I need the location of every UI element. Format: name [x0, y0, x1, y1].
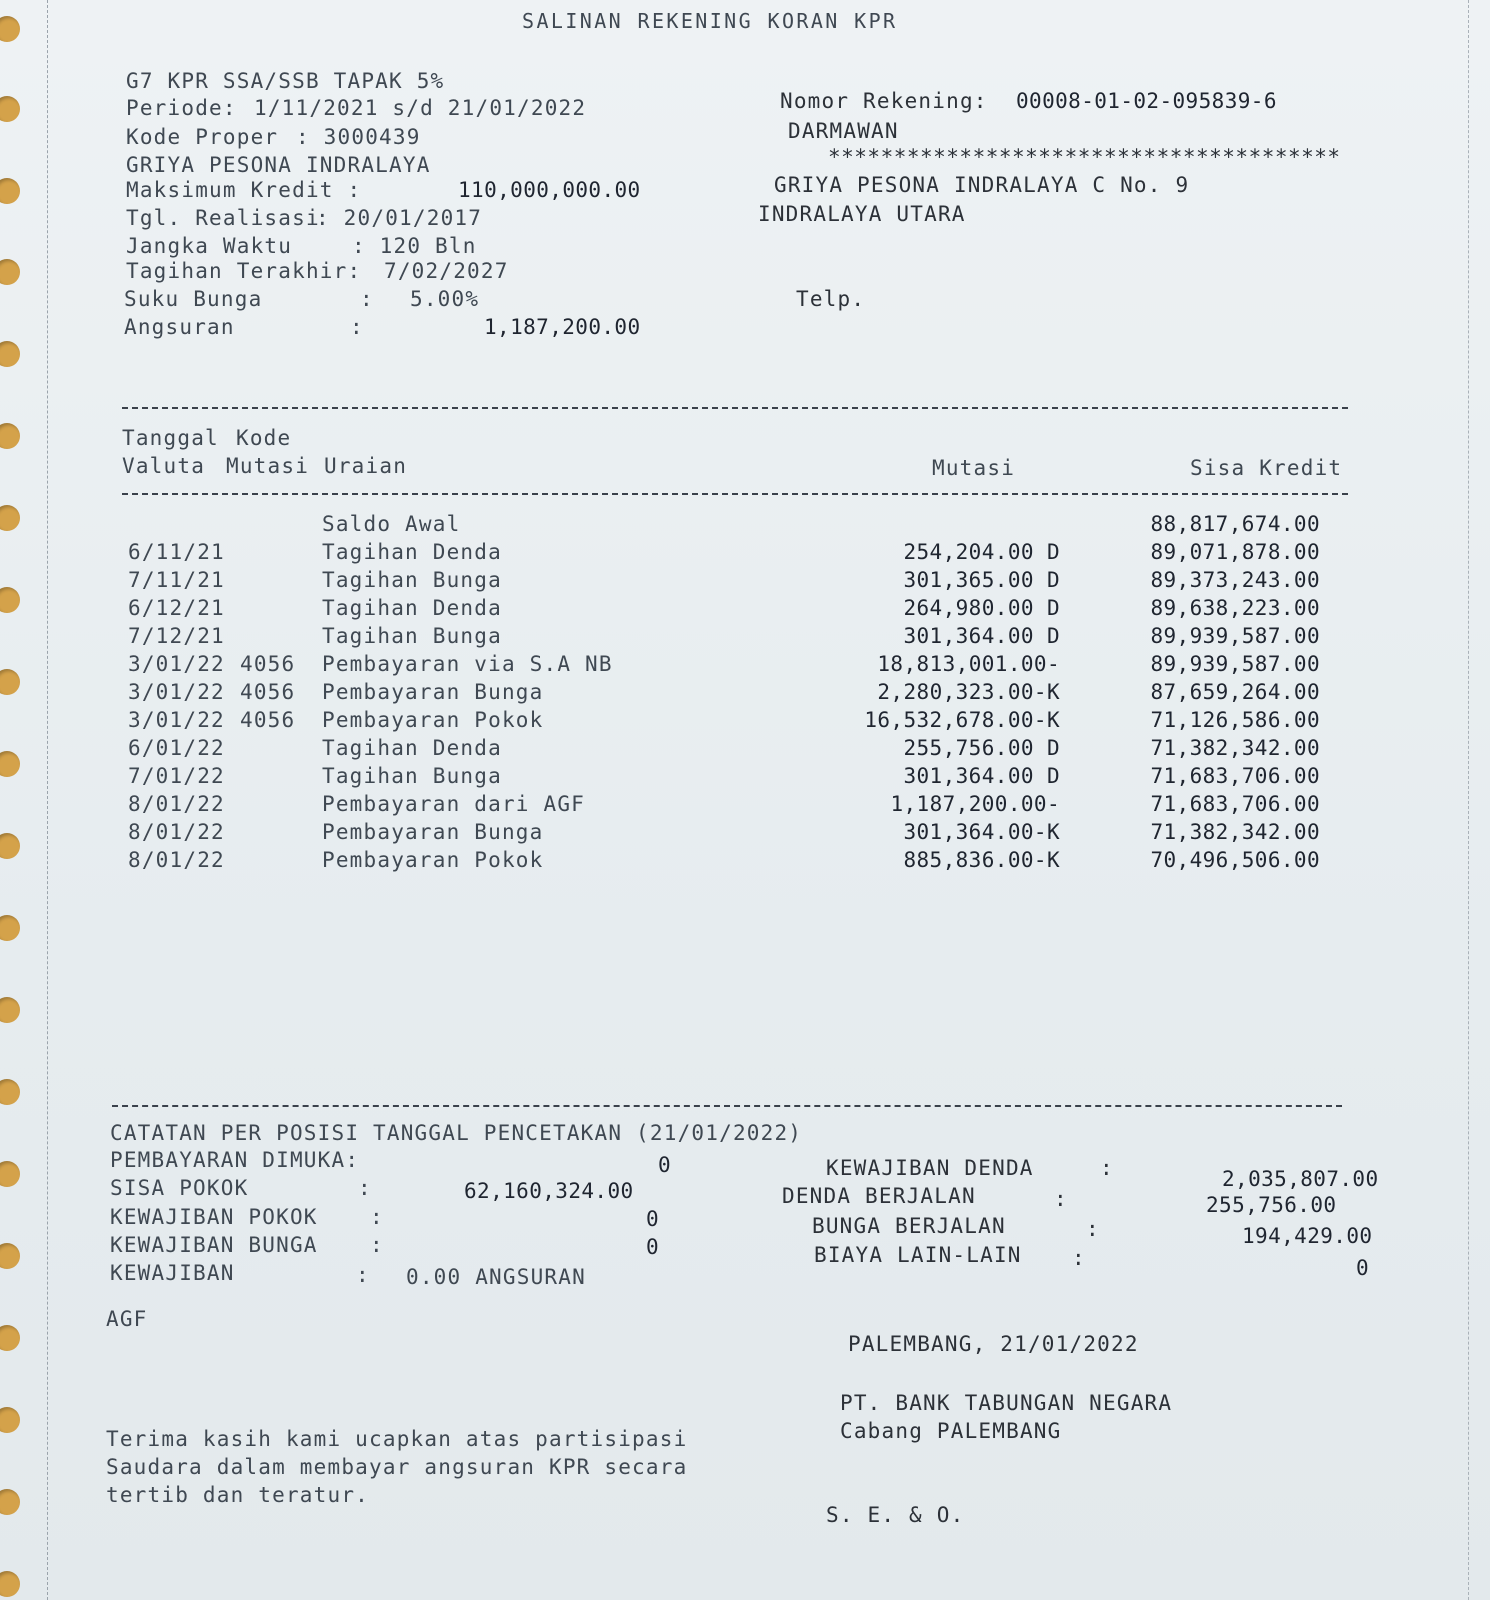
row-mutasi: 254,204.00 D — [903, 540, 1060, 564]
row-sisa-kredit: 89,638,223.00 — [1150, 596, 1320, 620]
row-mutasi: 301,364.00 D — [903, 624, 1060, 648]
row-description: Tagihan Bunga — [322, 568, 502, 592]
seo-note: S. E. & O. — [826, 1503, 965, 1527]
row-sisa-kredit: 89,373,243.00 — [1150, 568, 1320, 592]
row-mutasi: 1,187,200.00- — [890, 792, 1060, 816]
table-row — [0, 538, 1490, 566]
table-row — [0, 510, 1490, 538]
row-description: Pembayaran Pokok — [322, 708, 544, 732]
thanks-line-3: tertib dan teratur. — [106, 1483, 370, 1507]
kewajiban-denda-value: 2,035,807.00 — [1222, 1167, 1379, 1191]
feed-hole — [0, 1243, 20, 1269]
thanks-line-2: Saudara dalam membayar angsuran KPR secara — [106, 1455, 688, 1479]
kewajiban-bunga-label: KEWAJIBAN BUNGA — [110, 1233, 318, 1257]
row-sisa-kredit: 88,817,674.00 — [1150, 512, 1320, 536]
agf-label: AGF — [106, 1307, 148, 1331]
project-name: GRIYA PESONA INDRALAYA — [126, 153, 431, 177]
sisa-pokok-label: SISA POKOK — [110, 1176, 249, 1200]
feed-hole — [0, 96, 20, 122]
feed-hole — [0, 1079, 20, 1105]
row-description: Tagihan Bunga — [322, 764, 502, 788]
row-kode: 4056 — [240, 708, 296, 732]
biaya-lain-colon: : — [1072, 1246, 1086, 1270]
table-row — [0, 678, 1490, 706]
feed-hole — [0, 1325, 20, 1351]
periode-value: 1/11/2021 s/d 21/01/2022 — [254, 96, 587, 120]
tgl-realisasi-value: : 20/01/2017 — [316, 206, 483, 230]
row-date: 6/11/21 — [128, 540, 225, 564]
bunga-berjalan-value: 194,429.00 — [1242, 1224, 1373, 1248]
kewajiban-bunga-colon: : — [370, 1233, 384, 1257]
table-row — [0, 706, 1490, 734]
feed-hole — [0, 1407, 20, 1433]
table-row — [0, 734, 1490, 762]
row-date: 7/11/21 — [128, 568, 225, 592]
bunga-berjalan-label: BUNGA BERJALAN — [812, 1214, 1006, 1238]
row-mutasi: 255,756.00 D — [903, 736, 1060, 760]
nomor-rekening-label: Nomor Rekening: — [780, 89, 988, 113]
thanks-line-1: Terima kasih kami ucapkan atas partisipasi — [106, 1427, 688, 1451]
address-line-2: INDRALAYA UTARA — [758, 202, 966, 226]
row-description: Tagihan Denda — [322, 596, 502, 620]
row-mutasi: 885,836.00-K — [903, 848, 1060, 872]
header-uraian: Uraian — [324, 454, 408, 478]
row-date: 3/01/22 — [128, 708, 225, 732]
kewajiban-denda-label: KEWAJIBAN DENDA — [826, 1156, 1034, 1180]
row-sisa-kredit: 71,382,342.00 — [1150, 736, 1320, 760]
address-line-1: GRIYA PESONA INDRALAYA C No. 9 — [774, 173, 1190, 197]
maks-kredit-label: Maksimum Kredit : — [126, 178, 362, 202]
table-row — [0, 622, 1490, 650]
bank-name: PT. BANK TABUNGAN NEGARA — [840, 1391, 1173, 1415]
row-mutasi: 2,280,323.00-K — [877, 680, 1060, 704]
row-date: 3/01/22 — [128, 652, 225, 676]
jangka-waktu-value: : 120 Bln — [352, 234, 477, 258]
header-sisa-kredit: Sisa Kredit — [1190, 456, 1343, 480]
feed-hole — [0, 997, 20, 1023]
branch-name: Cabang PALEMBANG — [840, 1419, 1062, 1443]
table-row — [0, 594, 1490, 622]
table-row — [0, 762, 1490, 790]
denda-berjalan-colon: : — [1054, 1187, 1068, 1211]
feed-hole — [0, 341, 20, 367]
row-sisa-kredit: 71,126,586.00 — [1150, 708, 1320, 732]
summary-divider — [112, 1105, 1342, 1107]
angsuran-value: 1,187,200.00 — [484, 315, 641, 339]
row-mutasi: 301,364.00-K — [903, 820, 1060, 844]
sisa-pokok-value: 62,160,324.00 — [464, 1179, 634, 1203]
summary-heading: CATATAN PER POSISI TANGGAL PENCETAKAN (21/01/2022) — [110, 1121, 803, 1145]
kode-proper-label: Kode Proper — [126, 125, 279, 149]
feed-hole — [0, 1571, 20, 1597]
table-header-divider — [122, 493, 1348, 495]
periode-label: Periode: — [126, 96, 237, 120]
telp-label: Telp. — [796, 287, 866, 311]
row-description: Pembayaran dari AGF — [322, 792, 586, 816]
header-mutasi: Mutasi — [932, 456, 1016, 480]
jangka-waktu-label: Jangka Waktu — [126, 234, 293, 258]
row-kode: 4056 — [240, 652, 296, 676]
sisa-pokok-colon: : — [358, 1176, 372, 1200]
row-description: Tagihan Bunga — [322, 624, 502, 648]
row-mutasi: 18,813,001.00- — [877, 652, 1060, 676]
row-sisa-kredit: 87,659,264.00 — [1150, 680, 1320, 704]
suku-bunga-value: 5.00% — [410, 287, 480, 311]
feed-hole — [0, 1489, 20, 1515]
row-mutasi: 301,365.00 D — [903, 568, 1060, 592]
kewajiban-pokok-colon: : — [370, 1205, 384, 1229]
row-description: Tagihan Denda — [322, 736, 502, 760]
table-top-divider — [122, 407, 1348, 409]
angsuran-label: Angsuran — [124, 315, 235, 339]
row-sisa-kredit: 70,496,506.00 — [1150, 848, 1320, 872]
row-sisa-kredit: 71,683,706.00 — [1150, 764, 1320, 788]
feed-hole — [0, 423, 20, 449]
feed-hole — [0, 915, 20, 941]
kewajiban-pokok-label: KEWAJIBAN POKOK — [110, 1205, 318, 1229]
bunga-berjalan-colon: : — [1086, 1217, 1100, 1241]
feed-hole — [0, 259, 20, 285]
table-row — [0, 818, 1490, 846]
kewajiban-bunga-value: 0 — [646, 1235, 660, 1259]
kewajiban-pokok-value: 0 — [646, 1207, 660, 1231]
tgl-realisasi-label: Tgl. Realisasi — [126, 206, 320, 230]
account-holder-name: DARMAWAN — [788, 119, 899, 143]
maks-kredit-value: 110,000,000.00 — [458, 178, 641, 202]
row-mutasi: 16,532,678.00-K — [864, 708, 1060, 732]
row-date: 8/01/22 — [128, 820, 225, 844]
row-sisa-kredit: 89,939,587.00 — [1150, 652, 1320, 676]
pembayaran-dimuka-value: 0 — [658, 1153, 672, 1177]
nomor-rekening-value: 00008-01-02-095839-6 — [1016, 89, 1277, 113]
row-sisa-kredit: 71,683,706.00 — [1150, 792, 1320, 816]
header-mutasi-code: Mutasi — [226, 454, 310, 478]
suku-bunga-label: Suku Bunga — [124, 287, 263, 311]
row-date: 7/01/22 — [128, 764, 225, 788]
row-date: 8/01/22 — [128, 848, 225, 872]
row-description: Saldo Awal — [322, 512, 461, 536]
row-date: 6/12/21 — [128, 596, 225, 620]
row-description: Pembayaran via S.A NB — [322, 652, 613, 676]
kode-proper-value: : 3000439 — [296, 125, 421, 149]
product-name: G7 KPR SSA/SSB TAPAK 5% — [126, 69, 445, 93]
feed-hole — [0, 178, 20, 204]
kewajiban-label: KEWAJIBAN — [110, 1261, 235, 1285]
row-description: Pembayaran Pokok — [322, 848, 544, 872]
tagihan-terakhir-label: Tagihan Terakhir: — [126, 259, 362, 283]
table-row — [0, 566, 1490, 594]
feed-hole — [0, 1161, 20, 1187]
suku-bunga-colon: : — [360, 287, 374, 311]
row-date: 7/12/21 — [128, 624, 225, 648]
denda-berjalan-label: DENDA BERJALAN — [782, 1184, 976, 1208]
row-date: 6/01/22 — [128, 736, 225, 760]
denda-berjalan-value: 255,756.00 — [1206, 1193, 1337, 1217]
tagihan-terakhir-value: 7/02/2027 — [384, 259, 509, 283]
masked-field: *************************************** — [828, 145, 1341, 169]
angsuran-colon: : — [350, 315, 364, 339]
row-mutasi: 301,364.00 D — [903, 764, 1060, 788]
biaya-lain-label: BIAYA LAIN-LAIN — [814, 1243, 1022, 1267]
table-row — [0, 790, 1490, 818]
biaya-lain-value: 0 — [1356, 1256, 1370, 1280]
document-title: SALINAN REKENING KORAN KPR — [522, 9, 898, 33]
row-description: Pembayaran Bunga — [322, 680, 544, 704]
header-tanggal: Tanggal — [122, 426, 219, 450]
pembayaran-dimuka-label: PEMBAYARAN DIMUKA: — [110, 1148, 360, 1172]
header-kode: Kode — [236, 426, 292, 450]
row-date: 8/01/22 — [128, 792, 225, 816]
place-date: PALEMBANG, 21/01/2022 — [848, 1332, 1139, 1356]
kewajiban-denda-colon: : — [1100, 1156, 1114, 1180]
kewajiban-colon: : — [356, 1263, 370, 1287]
row-kode: 4056 — [240, 680, 296, 704]
kewajiban-value: 0.00 ANGSURAN — [406, 1265, 586, 1289]
table-row — [0, 650, 1490, 678]
row-sisa-kredit: 89,939,587.00 — [1150, 624, 1320, 648]
row-mutasi: 264,980.00 D — [903, 596, 1060, 620]
row-description: Tagihan Denda — [322, 540, 502, 564]
row-sisa-kredit: 71,382,342.00 — [1150, 820, 1320, 844]
feed-hole — [0, 16, 20, 42]
row-date: 3/01/22 — [128, 680, 225, 704]
table-row — [0, 846, 1490, 874]
row-description: Pembayaran Bunga — [322, 820, 544, 844]
row-sisa-kredit: 89,071,878.00 — [1150, 540, 1320, 564]
header-valuta: Valuta — [122, 454, 206, 478]
